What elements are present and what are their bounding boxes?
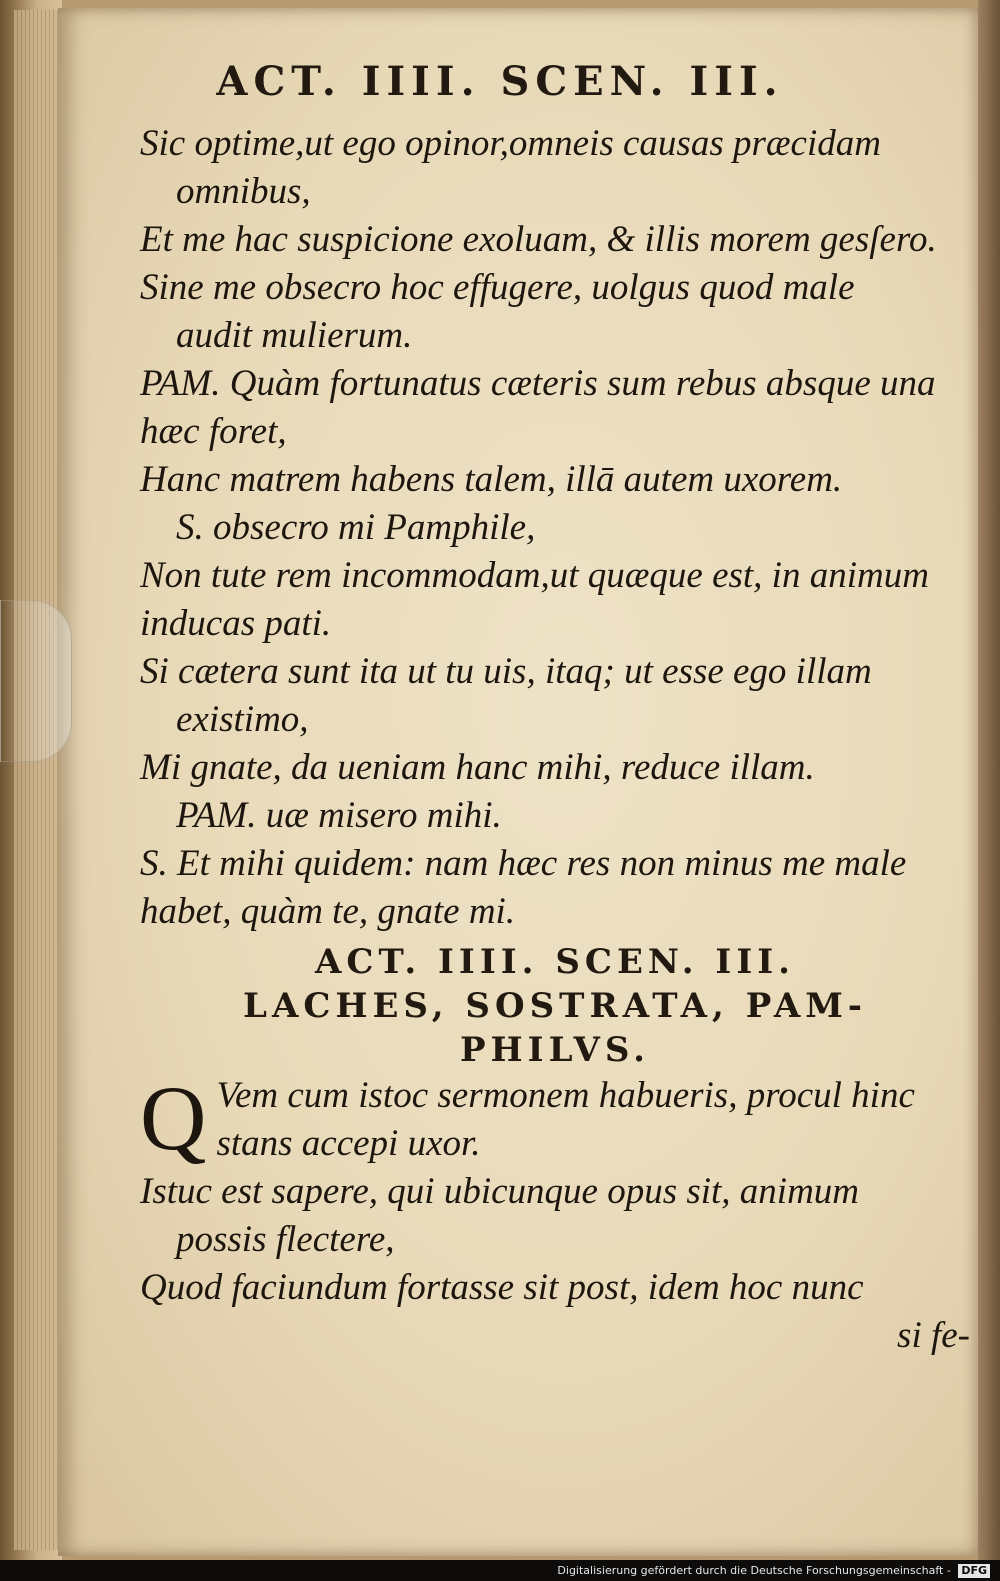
text-line: omnibus,: [176, 171, 311, 212]
text-line: existimo,: [176, 699, 309, 740]
page-text: [140, 120, 970, 1360]
digitization-footer: [0, 1560, 1000, 1581]
text-line: Non tute rem incommodam,ut quæque est, in animum inducas pati.: [140, 555, 929, 644]
scene-characters: PHILVS.: [459, 1030, 651, 1070]
scene-characters: LACHES, SOSTRATA, PAM-: [243, 986, 867, 1026]
text-line: PAM. uæ misero mihi.: [176, 795, 502, 836]
running-head: ACT. IIII. SCEN. III.: [216, 58, 784, 105]
text-line: Hanc matrem habens talem, illā autem uxorem.: [140, 459, 843, 500]
text-line: PAM. Quàm fortunatus cæteris sum rebus absque una hæc foret,: [140, 363, 936, 452]
text-line: Sic optime,ut ego opinor,omneis causas præcidam: [140, 123, 881, 164]
drop-cap: Q: [140, 1072, 207, 1168]
text-line: S. Et mihi quidem: nam hæc res non minus me male habet, quàm te, gnate mi.: [140, 843, 907, 932]
catchword: si fe-: [897, 1315, 970, 1356]
text-line: Quod faciundum fortasse sit post, idem hoc nunc: [140, 1267, 864, 1308]
scene-opening: [140, 1072, 970, 1168]
footer-text: Digitalisierung gefördert durch die Deutsche Forschungsgemeinschaft -: [557, 1564, 951, 1577]
scene-heading: ACT. IIII. SCEN. III.: [315, 942, 795, 982]
text-line: Sine me obsecro hoc effugere, uolgus quod male: [140, 267, 855, 308]
text-line: Vem cum istoc sermonem habueris, procul hinc: [216, 1075, 915, 1116]
page-clip: [0, 600, 72, 762]
text-line: Et me hac suspicione exoluam, & illis morem gesſero.: [140, 219, 937, 260]
text-line: S. obsecro mi Pamphile,: [176, 507, 536, 548]
right-page-edge: [978, 0, 1000, 1560]
text-line: stans accepi uxor.: [216, 1123, 481, 1164]
page-edges: [14, 10, 58, 1550]
text-line: possis flectere,: [176, 1219, 395, 1260]
text-line: audit mulierum.: [176, 315, 413, 356]
text-line: Mi gnate, da ueniam hanc mihi, reduce illam.: [140, 747, 815, 788]
dfg-logo: DFG: [958, 1564, 990, 1578]
text-line: Si cætera sunt ita ut tu uis, itaq; ut esse ego illam: [140, 651, 872, 692]
text-line: Istuc est sapere, qui ubicunque opus sit, animum: [140, 1171, 860, 1212]
